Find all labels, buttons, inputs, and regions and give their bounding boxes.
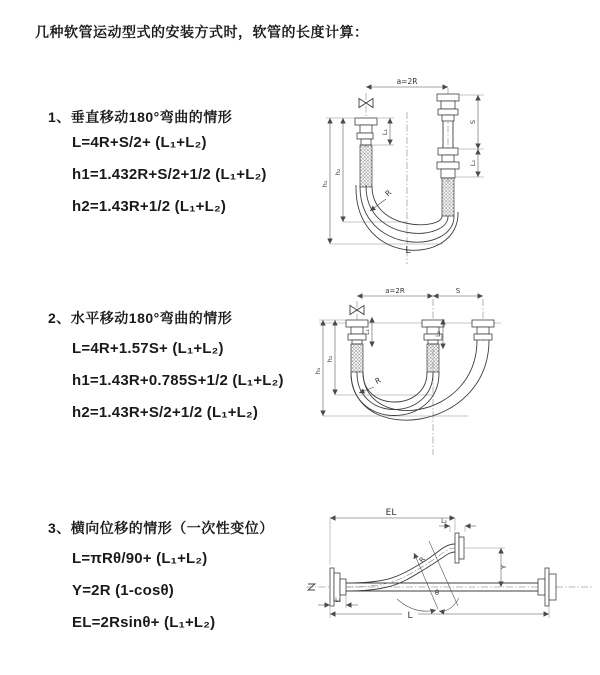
section-2-heading: 2、水平移动180°弯曲的情形 [48,310,233,326]
diagram-vertical-180-bend [300,72,600,272]
dim-label-h1: h₁ [321,180,329,188]
section-1-formula-h1: h1=1.432R+S/2+1/2 (L₁+L₂) [72,166,267,183]
dim-label-l1: L₁ [364,329,371,335]
dim-label-l1: L₁ [381,128,389,136]
right-flange-pipe [472,320,494,340]
radius-label: R [373,375,383,386]
section-2-formula-h1: h1=1.43R+0.785S+1/2 (L₁+L₂) [72,372,284,389]
dim-label-el: EL [385,508,397,518]
dimension-Y [464,548,508,587]
dim-label-s: S [455,287,461,295]
right-flange-original [545,568,556,606]
dimension-L [330,600,549,621]
dim-label-h2: h₂ [334,168,342,176]
dimension-L1 [318,595,358,608]
dim-label-y: Y [500,564,508,570]
diagram-lateral-displacement [298,503,600,653]
dim-label-h2: h₂ [326,355,334,363]
section-1-formula-L: L=4R+S/2+ (L₁+L₂) [72,134,207,151]
radius-label: R [383,188,394,199]
braided-hose-middle [427,344,439,372]
section-1-heading: 1、垂直移动180°弯曲的情形 [48,109,233,125]
dim-label-l1: L₁ [335,597,341,604]
dim-label-s: S [469,119,477,125]
left-flange-pipe [355,118,377,187]
length-label: L [407,611,413,621]
dim-label-l2: L₂ [441,518,447,525]
middle-flange-pipe [422,320,444,372]
dimension-S [433,287,483,296]
dim-label-h1: h₁ [314,367,322,375]
section-2-formula-L: L=4R+1.57S+ (L₁+L₂) [72,340,224,357]
diagram-horizontal-180-bend [305,283,595,463]
section-3-heading: 3、横向位移的情形（一次性变位） [48,520,274,536]
dimension-h1-h2 [321,118,443,244]
radius-callout [370,188,393,211]
left-flange-pipe [346,320,368,372]
section-2-formula-h2: h2=1.43R+S/2+1/2 (L₁+L₂) [72,404,259,421]
u-bend-hose-original [351,372,439,416]
dimension-a-2R [366,77,448,87]
dim-label-l2: L₂ [469,159,477,167]
dim-label-l2: L₂ [435,331,442,337]
braided-hose-left [351,344,363,372]
braided-hose-right [442,178,454,216]
section-3-formula-L: L=πRθ/90+ (L₁+L₂) [72,550,208,567]
right-flange-pipe [437,94,459,216]
dim-label-a2r: a=2R [385,287,405,295]
angle-label: θ [434,589,440,597]
dimension-a-2R [357,287,433,296]
dimension-L2 [439,518,476,532]
braided-hose-left [360,145,372,187]
top-right-flange-displaced [455,533,464,563]
radius-callout [359,376,382,393]
section-3-formula-EL: EL=2Rsinθ+ (L₁+L₂) [72,614,216,631]
dim-label-a2r: a=2R [396,77,418,86]
angle-construction [397,541,459,611]
length-label: L [405,245,411,256]
section-3-formula-Y: Y=2R (1-cosθ) [72,582,174,599]
page-title: 几种软管运动型式的安装方式时，软管的长度计算： [35,24,369,40]
centerlines [366,88,448,264]
s-curve-hose-displaced [346,544,455,591]
dimension-EL [330,508,455,565]
radius-label: R [417,555,428,565]
section-1-formula-h2: h2=1.43R+1/2 (L₁+L₂) [72,198,227,215]
